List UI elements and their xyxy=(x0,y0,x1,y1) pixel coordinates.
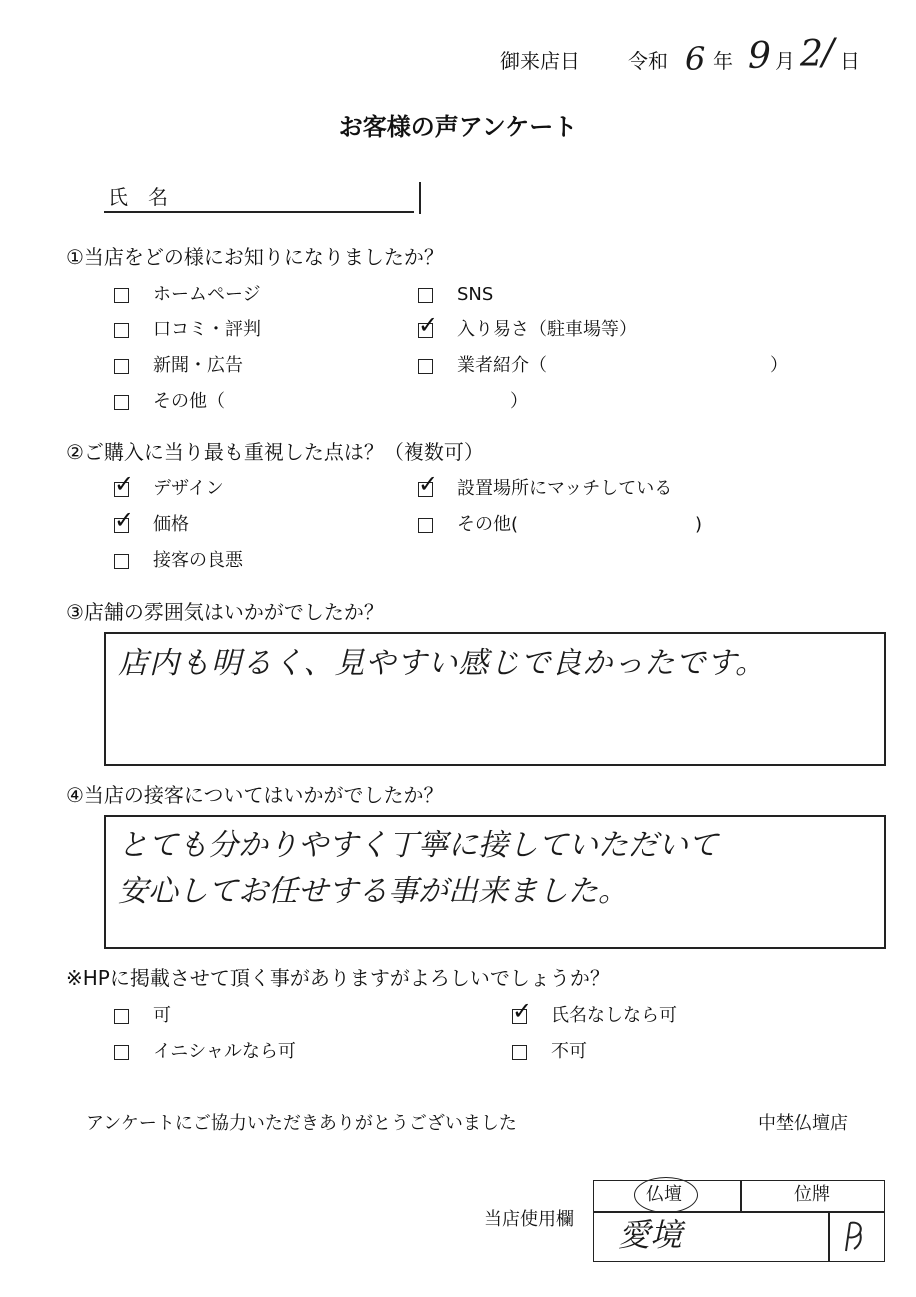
q3-question: ③店舗の雰囲気はいかがでしたか？ xyxy=(66,600,384,624)
initial-signature-icon xyxy=(838,1219,868,1253)
q2-checkbox-other[interactable] xyxy=(418,518,433,533)
q4-answer-line2: 安心してお任せする事が出来ました。 xyxy=(118,874,628,909)
date-month: 9 xyxy=(748,36,771,77)
q3-answer-box[interactable] xyxy=(104,632,886,766)
q2-checkbox-price[interactable] xyxy=(114,506,135,534)
q1-option-referral: 業者紹介（ xyxy=(457,355,547,376)
table-col-divider-lower xyxy=(828,1211,830,1261)
office-use-table xyxy=(593,1180,885,1262)
q4-answer-line1: とても分かりやすく丁寧に接していただいて xyxy=(118,828,718,863)
q1-question: ①当店をどの様にお知りになりましたか？ xyxy=(66,245,444,269)
hp-option-no: 不可 xyxy=(551,1041,587,1062)
q1-checkbox-referral[interactable] xyxy=(418,359,433,374)
table-row-divider xyxy=(594,1211,884,1213)
check-mark-icon: ✓ xyxy=(114,506,135,534)
check-mark-icon: ✓ xyxy=(418,470,439,498)
check-mark-icon: ✓ xyxy=(418,311,439,339)
q2-option-other: その他( xyxy=(457,514,519,535)
office-col-butsudan: 仏壇 xyxy=(646,1184,682,1205)
visit-date-label: 御来店日 xyxy=(500,49,580,73)
name-label: 氏 名 xyxy=(108,185,168,209)
q2-checkbox-placement[interactable] xyxy=(418,470,439,498)
q1-checkbox-newspaper[interactable] xyxy=(114,359,129,374)
date-year: 6 xyxy=(685,40,706,78)
q1-checkbox-sns[interactable] xyxy=(418,288,433,303)
q2-option-service: 接客の良悪 xyxy=(153,550,243,571)
q2-question: ②ご購入に当り最も重視した点は？（複数可） xyxy=(66,440,484,464)
era-label: 令和 xyxy=(628,49,668,73)
hp-checkbox-ok[interactable] xyxy=(114,1009,129,1024)
q1-referral-close: ） xyxy=(770,355,788,376)
hp-checkbox-no[interactable] xyxy=(512,1045,527,1060)
q1-checkbox-word-of-mouth[interactable] xyxy=(114,323,129,338)
office-col-ihai: 位牌 xyxy=(794,1184,830,1205)
office-use-label: 当店使用欄 xyxy=(484,1209,574,1230)
hp-question: ※HPに掲載させて頂く事がありますがよろしいでしょうか？ xyxy=(66,966,610,990)
q4-question: ④当店の接客についてはいかがでしたか？ xyxy=(66,783,444,807)
check-mark-icon: ✓ xyxy=(114,470,135,498)
hp-checkbox-initials[interactable] xyxy=(114,1045,129,1060)
thanks-message: アンケートにご協力いただきありがとうございました xyxy=(86,1113,517,1134)
table-col-divider xyxy=(740,1181,742,1211)
name-field-edge xyxy=(419,182,421,214)
q1-checkbox-easy-access[interactable] xyxy=(418,311,439,339)
q1-other-close: ） xyxy=(510,391,528,412)
day-unit: 日 xyxy=(840,49,860,73)
check-mark-icon: ✓ xyxy=(512,997,533,1025)
hp-checkbox-no-name[interactable] xyxy=(512,997,533,1025)
q1-option-easy-access: 入り易さ（駐車場等） xyxy=(457,319,637,340)
q2-option-design: デザイン xyxy=(153,478,224,499)
office-handwritten-entry: 愛境 xyxy=(618,1216,683,1254)
q1-checkbox-other[interactable] xyxy=(114,395,129,410)
q1-option-newspaper: 新聞・広告 xyxy=(153,355,243,376)
hp-option-no-name: 氏名なしなら可 xyxy=(551,1005,677,1026)
shop-name: 中埜仏壇店 xyxy=(758,1113,848,1134)
date-day: 2 xyxy=(800,34,823,75)
q1-option-sns: SNS xyxy=(457,284,494,305)
q1-option-other: その他（ xyxy=(153,391,225,412)
page-title: お客様の声アンケート xyxy=(338,113,578,141)
q4-answer-box[interactable] xyxy=(104,815,886,949)
q1-option-word-of-mouth: 口コミ・評判 xyxy=(153,319,261,340)
q1-option-homepage: ホームページ xyxy=(153,284,261,305)
q2-option-placement: 設置場所にマッチしている xyxy=(457,478,673,499)
q1-checkbox-homepage[interactable] xyxy=(114,288,129,303)
q3-answer-text: 店内も明るく、見やすい感じで良かったです。 xyxy=(118,646,766,681)
month-unit: 月 xyxy=(775,49,795,73)
name-underline xyxy=(104,211,414,213)
q2-other-close: ) xyxy=(695,514,703,535)
year-unit: 年 xyxy=(713,49,733,73)
date-slash: / xyxy=(822,32,835,73)
hp-option-initials: イニシャルなら可 xyxy=(153,1041,296,1062)
q2-checkbox-design[interactable] xyxy=(114,470,135,498)
q2-option-price: 価格 xyxy=(153,514,189,535)
q2-checkbox-service[interactable] xyxy=(114,554,129,569)
hp-option-ok: 可 xyxy=(153,1005,171,1026)
